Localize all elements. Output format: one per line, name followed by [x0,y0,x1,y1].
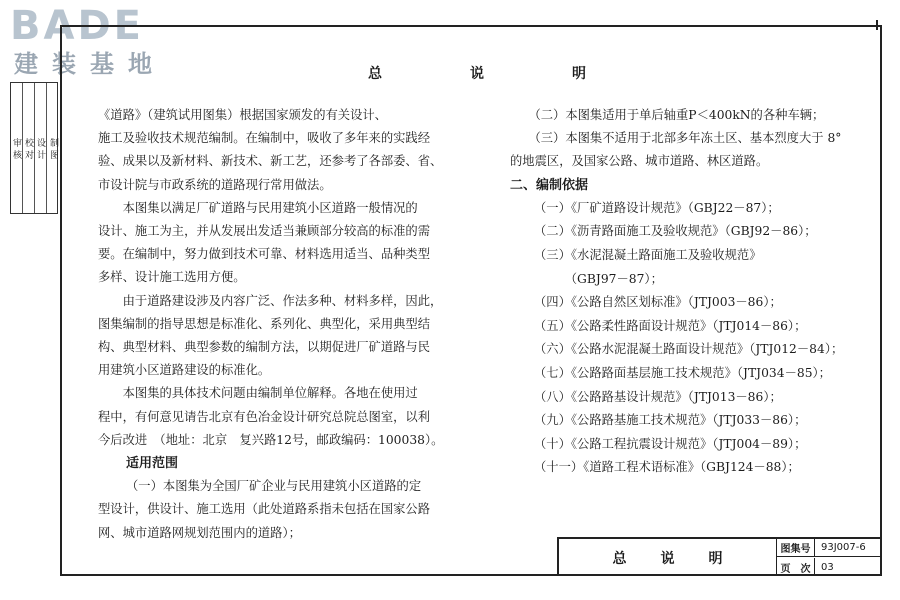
reference-item: （二）《沥青路面施工及验收规范》（GBJ92－86）； [534,224,817,239]
strip-col-check: 校 对 [23,83,35,213]
reference-item: （十一）《道路工程术语标准》（GBJ124－88）； [534,460,800,475]
scope-heading: 适用范围 [126,456,179,472]
body-line: 本图集的具体技术问题由编制单位解释。各地在使用过 [98,386,418,401]
title-block-char: 总 [612,550,627,567]
atlas-number-value: 93J007-6 [815,539,882,557]
body-line: 本图集以满足厂矿道路与民用建筑小区道路一般情况的 [98,200,418,215]
signature-strip [10,82,58,214]
page-title [368,63,588,83]
body-line: 今后改进 （地址：北京 复兴路12号，邮政编码：100038）。 [98,432,444,447]
reference-item: （九）《公路路基施工技术规范》（JTJ033－86）； [534,413,807,428]
page-title-char-3: 明 [572,66,588,82]
scope-line: 的地震区，及国家公路、城市道路、林区道路。 [510,154,769,169]
body-line: 设计、施工为主，并从发展出发适当兼顾部分较高的标准的需 [98,224,431,239]
body-line: 多样、设计施工选用方便。 [98,270,246,285]
body-line: 由于道路建设涉及内容广泛、作法多种、材料多样，因此， [98,293,443,308]
page-title-char-2: 说 [470,66,486,82]
page-number-value: 03 [821,561,834,573]
body-line: 市设计院与市政系统的道路现行常用做法。 [98,177,332,192]
body-line: 构、典型材料、典型参数的编制方法，以期促进厂矿道路与民 [98,340,431,355]
logo-latin-text: BADE [10,3,144,49]
body-line: 图集编制的指导思想是标准化、系列化、典型化，采用典型结 [98,316,431,331]
body-line: 《道路》（建筑试用图集）根据国家颁发的有关设计、 [98,108,387,122]
strip-col-review: 审 核 [11,83,23,213]
basis-heading: 二、编制依据 [510,177,589,193]
reference-item: （七）《公路路面基层施工技术规范》（JTJ034－85）； [534,365,831,380]
reference-item: （六）《公路水泥混凝土路面设计规范》（JTJ012－84）； [534,342,844,357]
atlas-number-label: 图集号 [777,539,815,557]
right-column [510,104,843,480]
strip-col-design: 设 计 [35,83,47,213]
body-line: 施工及验收技术规范编制。在编制中，吸收了多年来的实践经 [98,131,431,146]
title-block-char: 明 [708,550,723,567]
scope-line: （三）本图集不适用于北部多年冻土区、基本烈度大于 8° [510,131,842,146]
title-block-char: 说 [660,550,675,567]
reference-item: （八）《公路路基设计规范》（JTJ013－86）； [534,389,782,404]
page-title-char-1: 总 [368,66,384,82]
scope-line: 型设计，供设计、施工选用（此处道路系指未包括在国家公路 [98,502,431,517]
body-line: 要。在编制中，努力做到技术可靠、材料选用适当、品种类型 [98,247,431,262]
frame-corner-mark [876,20,878,30]
body-line: 程中，有何意见请告北京有色冶金设计研究总院总图室，以利 [98,409,431,424]
logo-cjk-text: 建装基地 [14,50,166,78]
scope-line: （二）本图集适用于单后轴重P＜400kN的各种车辆； [510,108,825,122]
title-block [557,537,882,576]
reference-item: （四）《公路自然区划标准》（JTJ003－86）； [534,295,782,310]
reference-item: （十）《公路工程抗震设计规范》（JTJ004－89）； [534,436,807,451]
body-line: 用建筑小区道路建设的标准化。 [98,363,271,378]
scope-line: （一）本图集为全国厂矿企业与民用建筑小区道路的定 [126,479,422,494]
strip-col-draw: 制 图 [48,137,58,159]
left-column [98,104,443,545]
scope-line: 网、城市道路网规划范围内的道路）； [98,525,301,540]
reference-item: （GBJ97－87）； [534,271,663,286]
page-number-label: 页 次 [777,558,815,576]
reference-item: （一）《厂矿道路设计规范》（GBJ22－87）； [534,200,780,215]
reference-item: （三）《水泥混凝土路面施工及验收规范》 [534,248,762,262]
reference-item: （五）《公路柔性路面设计规范》（JTJ014－86）； [534,318,807,333]
body-line: 验、成果以及新材料、新技术、新工艺，还参考了各部委、省、 [98,154,443,169]
title-block-name [559,539,777,576]
